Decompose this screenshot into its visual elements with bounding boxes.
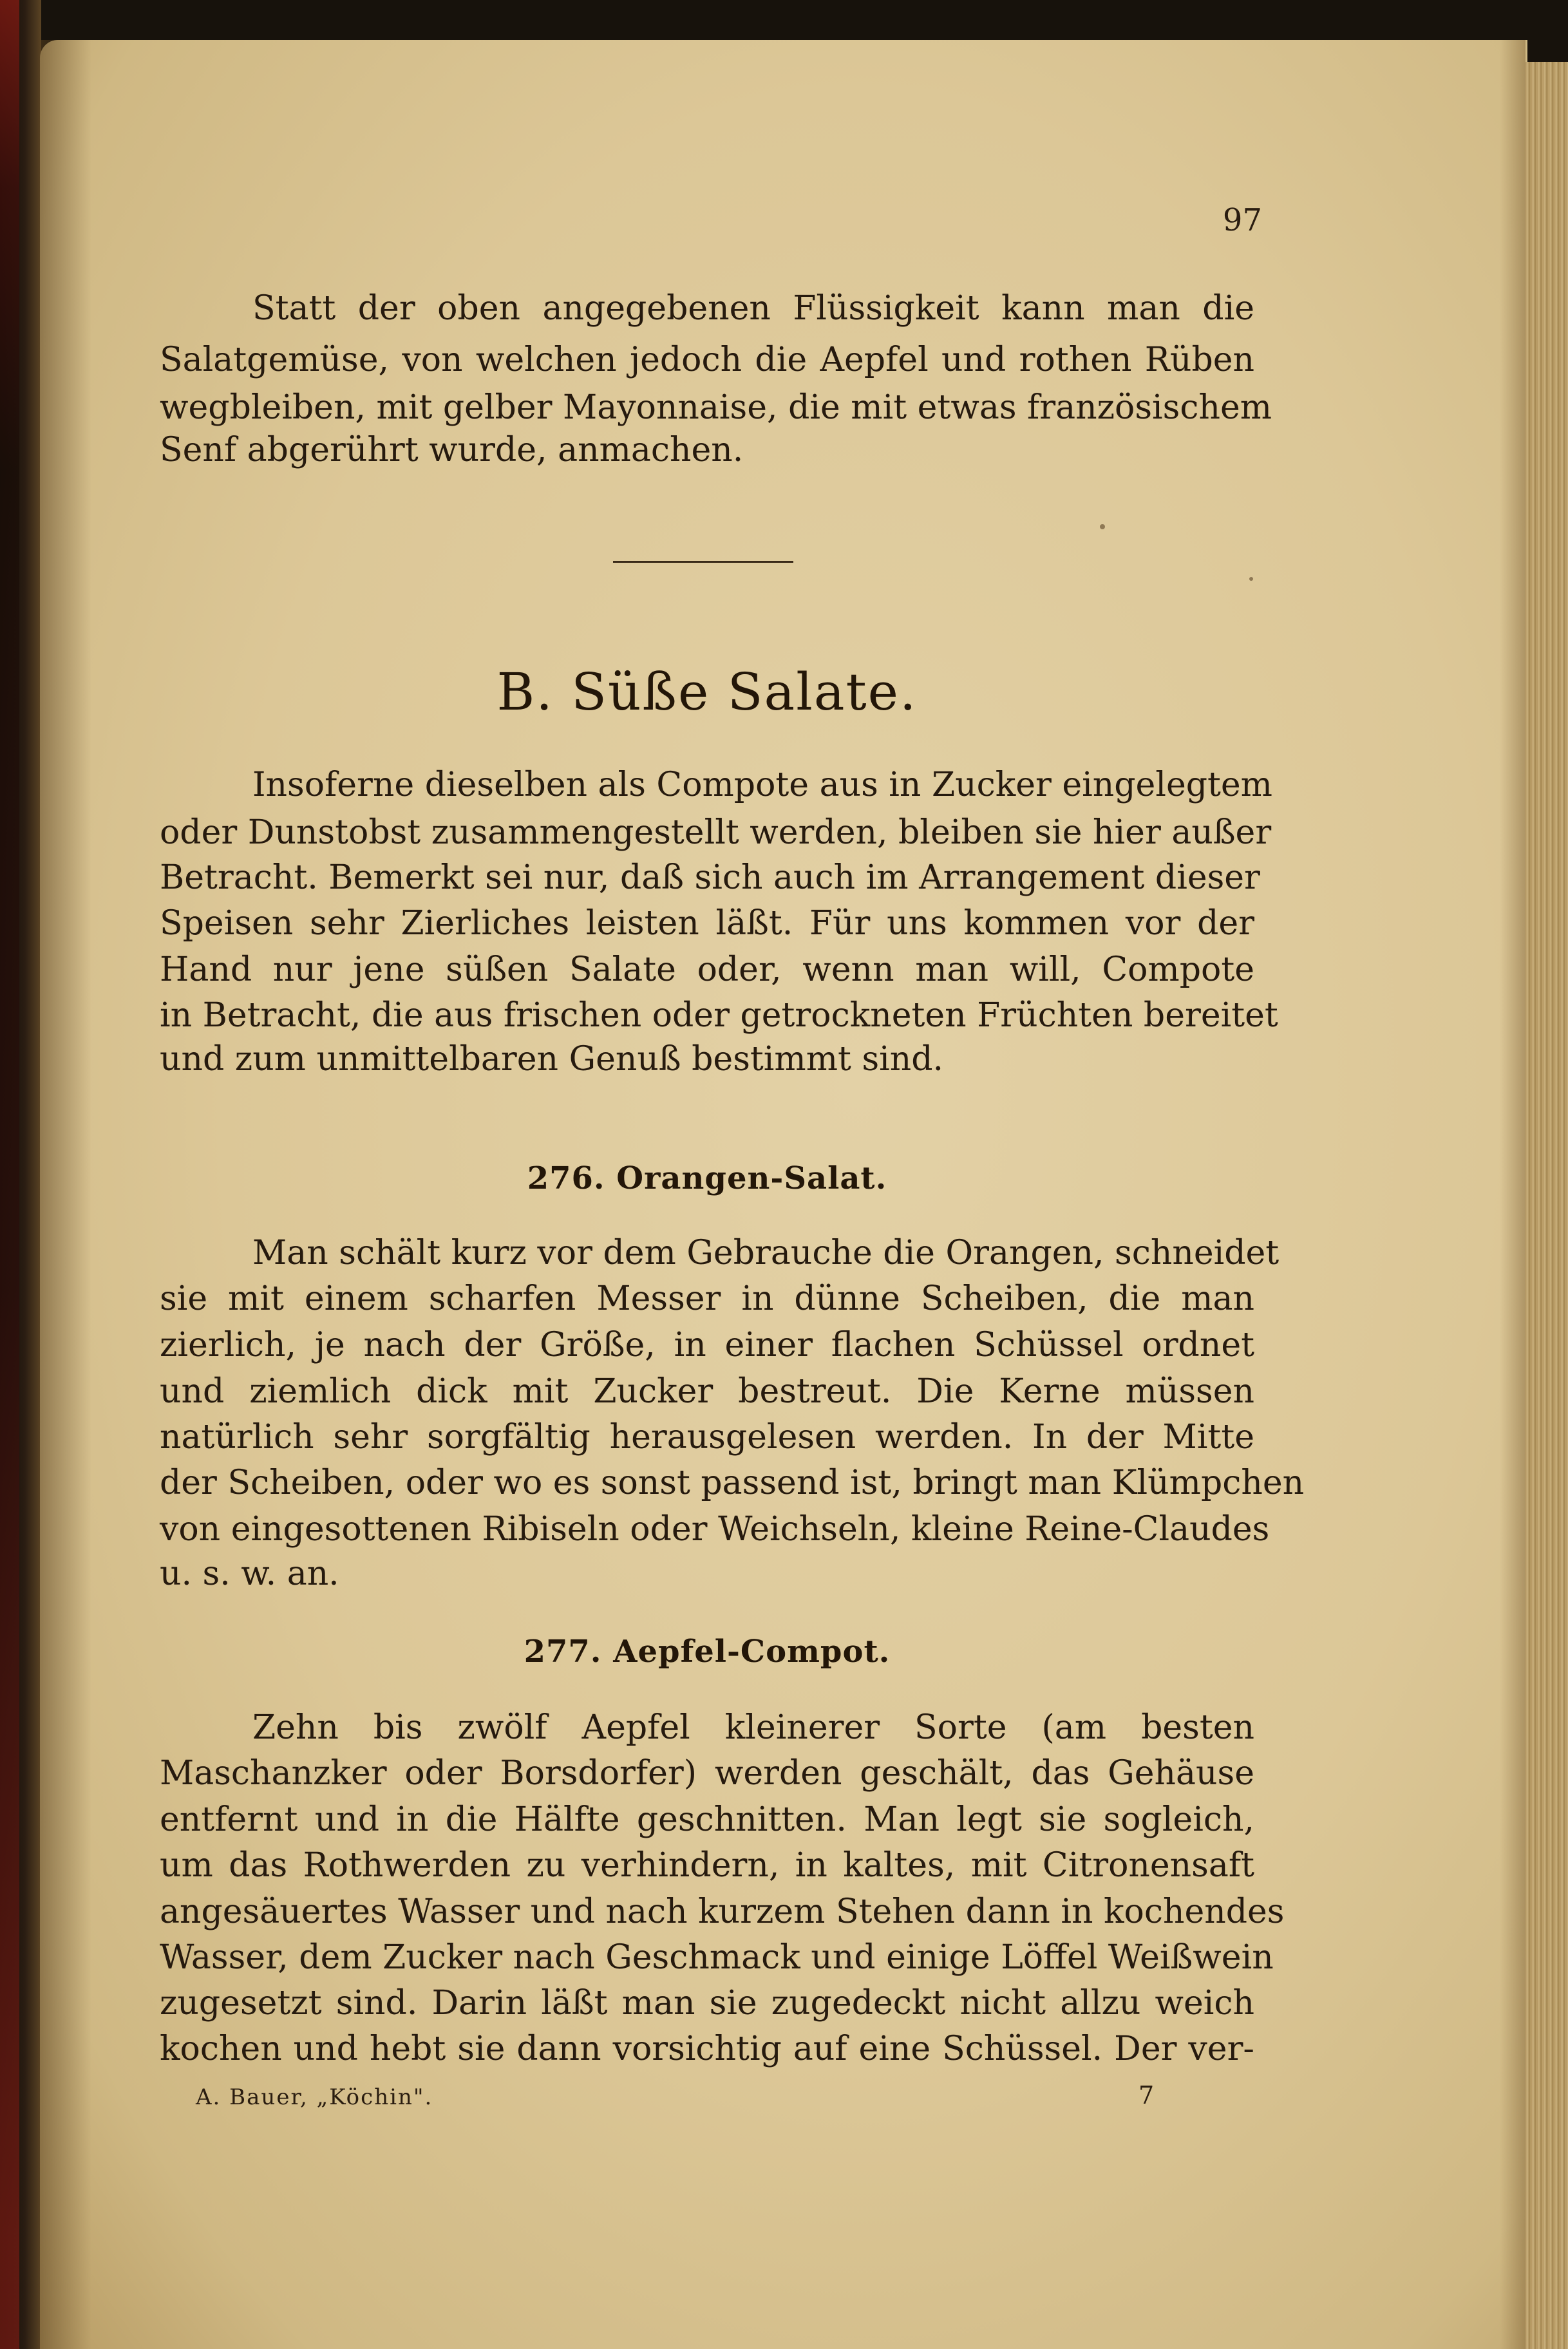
- paper-speck: [1100, 524, 1105, 529]
- intro-line: wegbleiben, mit gelber Mayonnaise, die mit etwas französischem: [160, 388, 1272, 427]
- recipe-276-line: von eingesottenen Ribiseln oder Weichseln, kleine Reine-Claudes: [160, 1510, 1270, 1549]
- intro-line: Senf abgerührt wurde, anmachen.: [160, 431, 744, 469]
- section-line: Speisen sehr Zierliches leisten läßt. Für uns kommen vor der: [160, 904, 1254, 943]
- red-cover-edge: [0, 0, 19, 2349]
- recipe-277-line: angesäuertes Wasser und nach kurzem Stehen dann in kochendes: [160, 1892, 1285, 1931]
- footer-signature: A. Bauer, „Köchin".: [196, 2084, 433, 2110]
- section-line: Betracht. Bemerkt sei nur, daß sich auch im Arrangement dieser: [160, 858, 1260, 897]
- gutter-shadow: [40, 40, 91, 2349]
- recipe-277-line: kochen und hebt sie dann vorsichtig auf eine Schüssel. Der ver-: [160, 2030, 1254, 2068]
- page-edge-shadow: [1500, 40, 1525, 2349]
- recipe-277-line: Maschanzker oder Borsdorfer) werden geschält, das Gehäuse: [160, 1754, 1254, 1793]
- recipe-277-line: entfernt und in die Hälfte geschnitten. Man legt sie sogleich,: [160, 1800, 1254, 1839]
- recipe-276-line: u. s. w. an.: [160, 1554, 339, 1593]
- section-line: Hand nur jene süßen Salate oder, wenn man will, Compote: [160, 950, 1254, 989]
- recipe-276-line: der Scheiben, oder wo es sonst passend ist, bringt man Klümpchen: [160, 1464, 1305, 1502]
- recipe-277-line: um das Rothwerden zu verhindern, in kaltes, mit Citronensaft: [160, 1846, 1254, 1885]
- recipe-title-276: 276. Orangen-Salat.: [527, 1160, 887, 1196]
- recipe-276-line: sie mit einem scharfen Messer in dünne Scheiben, die man: [160, 1279, 1254, 1318]
- recipe-276-line: und ziemlich dick mit Zucker bestreut. Die Kerne müssen: [160, 1372, 1254, 1411]
- footer-sheet-number: 7: [1138, 2081, 1155, 2109]
- section-line: und zum unmittelbaren Genuß bestimmt sind.: [160, 1040, 944, 1079]
- recipe-276-line: Man schält kurz vor dem Gebrauche die Orangen, schneidet: [252, 1234, 1280, 1272]
- paper-speck: [1249, 577, 1253, 581]
- intro-line: Statt der oben angegebenen Flüssigkeit kann man die: [252, 289, 1254, 328]
- section-line: Insoferne dieselben als Compote aus in Zucker eingelegtem: [252, 766, 1272, 804]
- page-number: 97: [1222, 202, 1262, 238]
- intro-line: Salatgemüse, von welchen jedoch die Aepfel und rothen Rüben: [160, 341, 1254, 379]
- recipe-276-line: natürlich sehr sorgfältig herausgelesen werden. In der Mitte: [160, 1418, 1254, 1457]
- recipe-277-line: Zehn bis zwölf Aepfel kleinerer Sorte (am besten: [252, 1708, 1254, 1747]
- section-divider: [613, 561, 793, 563]
- recipe-title-277: 277. Aepfel-Compot.: [524, 1634, 891, 1670]
- section-line: in Betracht, die aus frischen oder getrockneten Früchten bereitet: [160, 996, 1278, 1035]
- recipe-276-line: zierlich, je nach der Größe, in einer flachen Schüssel ordnet: [160, 1326, 1254, 1364]
- section-line: oder Dunstobst zusammengestellt werden, bleiben sie hier außer: [160, 813, 1272, 852]
- recipe-277-line: zugesetzt sind. Darin läßt man sie zugedeckt nicht allzu weich: [160, 1984, 1254, 2023]
- stacked-page-edges: [1525, 62, 1568, 2349]
- recipe-277-line: Wasser, dem Zucker nach Geschmack und einige Löffel Weißwein: [160, 1938, 1274, 1977]
- section-heading: B. Süße Salate.: [496, 662, 918, 722]
